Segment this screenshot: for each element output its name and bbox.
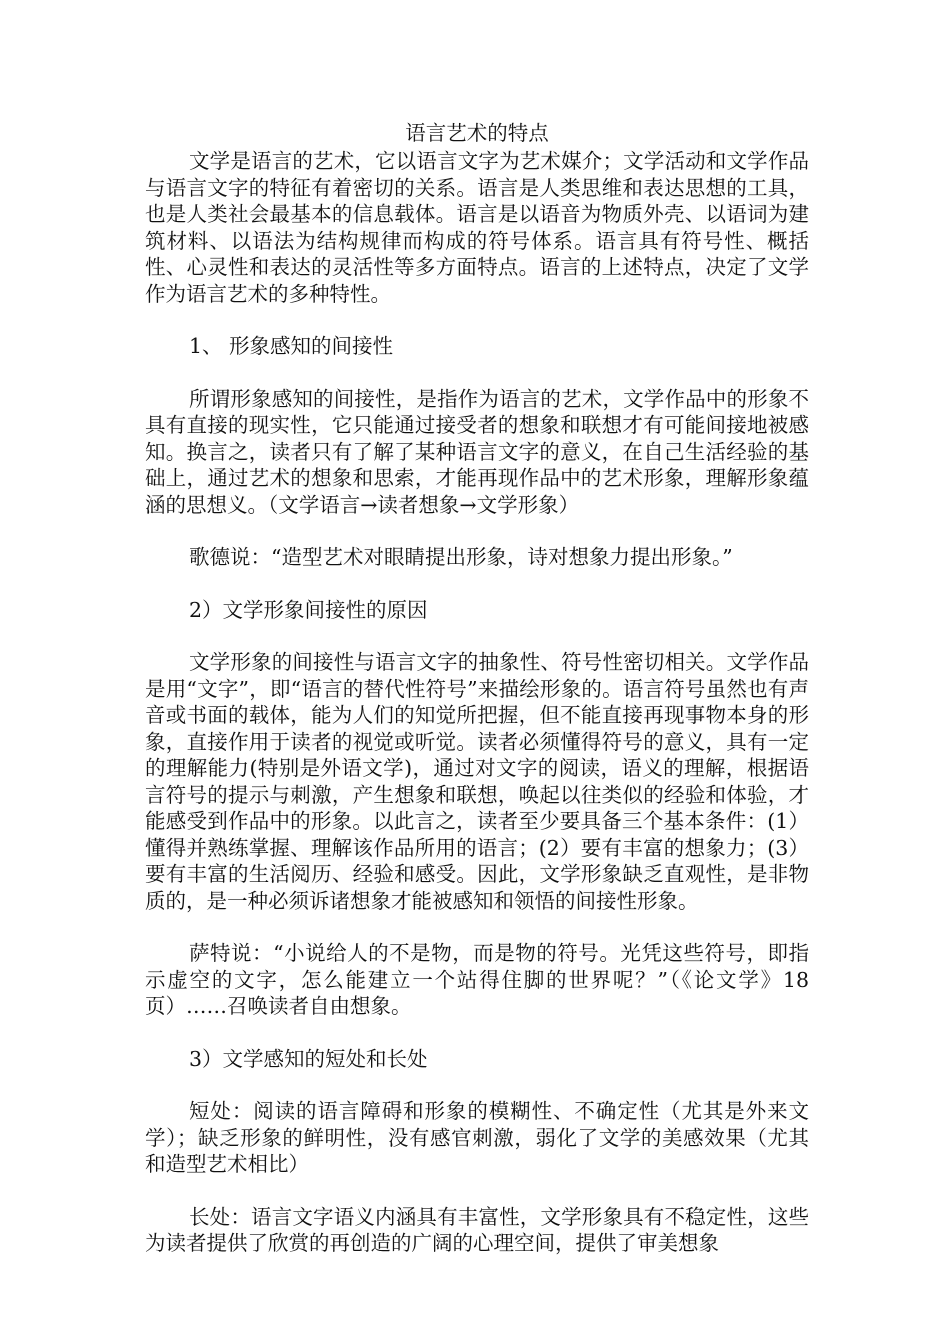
paragraph-goethe-quote: 歌德说：“造型艺术对眼睛提出形象，诗对想象力提出形象。” <box>189 545 733 569</box>
paragraph-shortcomings: 短处：阅读的语言障碍和形象的模糊性、不确定性（尤其是外来文学）；缺乏形象的鲜明性，没有感官刺激，弱化了文学的美感效果（尤其和造型艺术相比） <box>145 1099 809 1176</box>
paragraph-intro: 文学是语言的艺术，它以语言文字为艺术媒介；文学活动和文学作品与语言文字的特征有着密切的关系。语言是人类思维和表达思想的工具，也是人类社会最基本的信息载体。语言是以语音为物质外壳、以语词为建筑材料、以语法为结构规律而构成的符号体系。语言具有符号性、概括性、心灵性和表达的灵活性等多方面特点。语言的上述特点，决定了文学作为语言艺术的多种特性。 <box>145 149 809 306</box>
paragraph-strengths: 长处：语言文字语义内涵具有丰富性，文学形象具有不稳定性，这些为读者提供了欣赏的再创造的广阔的心理空间，提供了审美想象 <box>145 1204 809 1255</box>
paragraph-sartre-quote: 萨特说：“小说给人的不是物，而是物的符号。光凭这些符号，即指示虚空的文字，怎么能建立一个站得住脚的世界呢？”（《论文学》18页）……召唤读者自由想象。 <box>145 941 809 1018</box>
section-heading-1: 1、 形象感知的间接性 <box>189 334 394 358</box>
paragraph-indirectness: 所谓形象感知的间接性，是指作为语言的艺术，文学作品中的形象不具有直接的现实性，它只能通过接受者的想象和联想才有可能间接地被感知。换言之，读者只有了解了某种语言文字的意义，在自己生活经验的基础上，通过艺术的想象和思索，才能再现作品中的艺术形象，理解形象蕴涵的思想义。（文学语言→读者想象→文学形象） <box>145 386 809 517</box>
section-heading-2: 2）文学形象间接性的原因 <box>189 597 428 622</box>
paragraph-reasons: 文学形象的间接性与语言文字的抽象性、符号性密切相关。文学作品是用“文字”，即“语言的替代性符号”来描绘形象的。语言符号虽然也有声音或书面的载体，能为人们的知觉所把握，但不能直接再现事物本身的形象，直接作用于读者的视觉或听觉。读者必须懂得符号的意义，具有一定的理解能力(特别是外语文学)，通过对文字的阅读，语义的理解，根据语言符号的提示与刺激，产生想象和联想，唤起以往类似的经验和体验，才能感受到作品中的形象。以此言之，读者至少要具备三个基本条件：(1）懂得并熟练掌握、理解该作品所用的语言；(2）要有丰富的想象力；(3）要有丰富的生活阅历、经验和感受。因此，文学形象缺乏直观性，是非物质的，是一种必须诉诸想象才能被感知和领悟的间接性形象。 <box>145 650 809 913</box>
section-heading-3: 3）文学感知的短处和长处 <box>189 1046 428 1071</box>
document-title: 语言艺术的特点 <box>405 121 549 145</box>
document-page <box>145 118 809 1257</box>
